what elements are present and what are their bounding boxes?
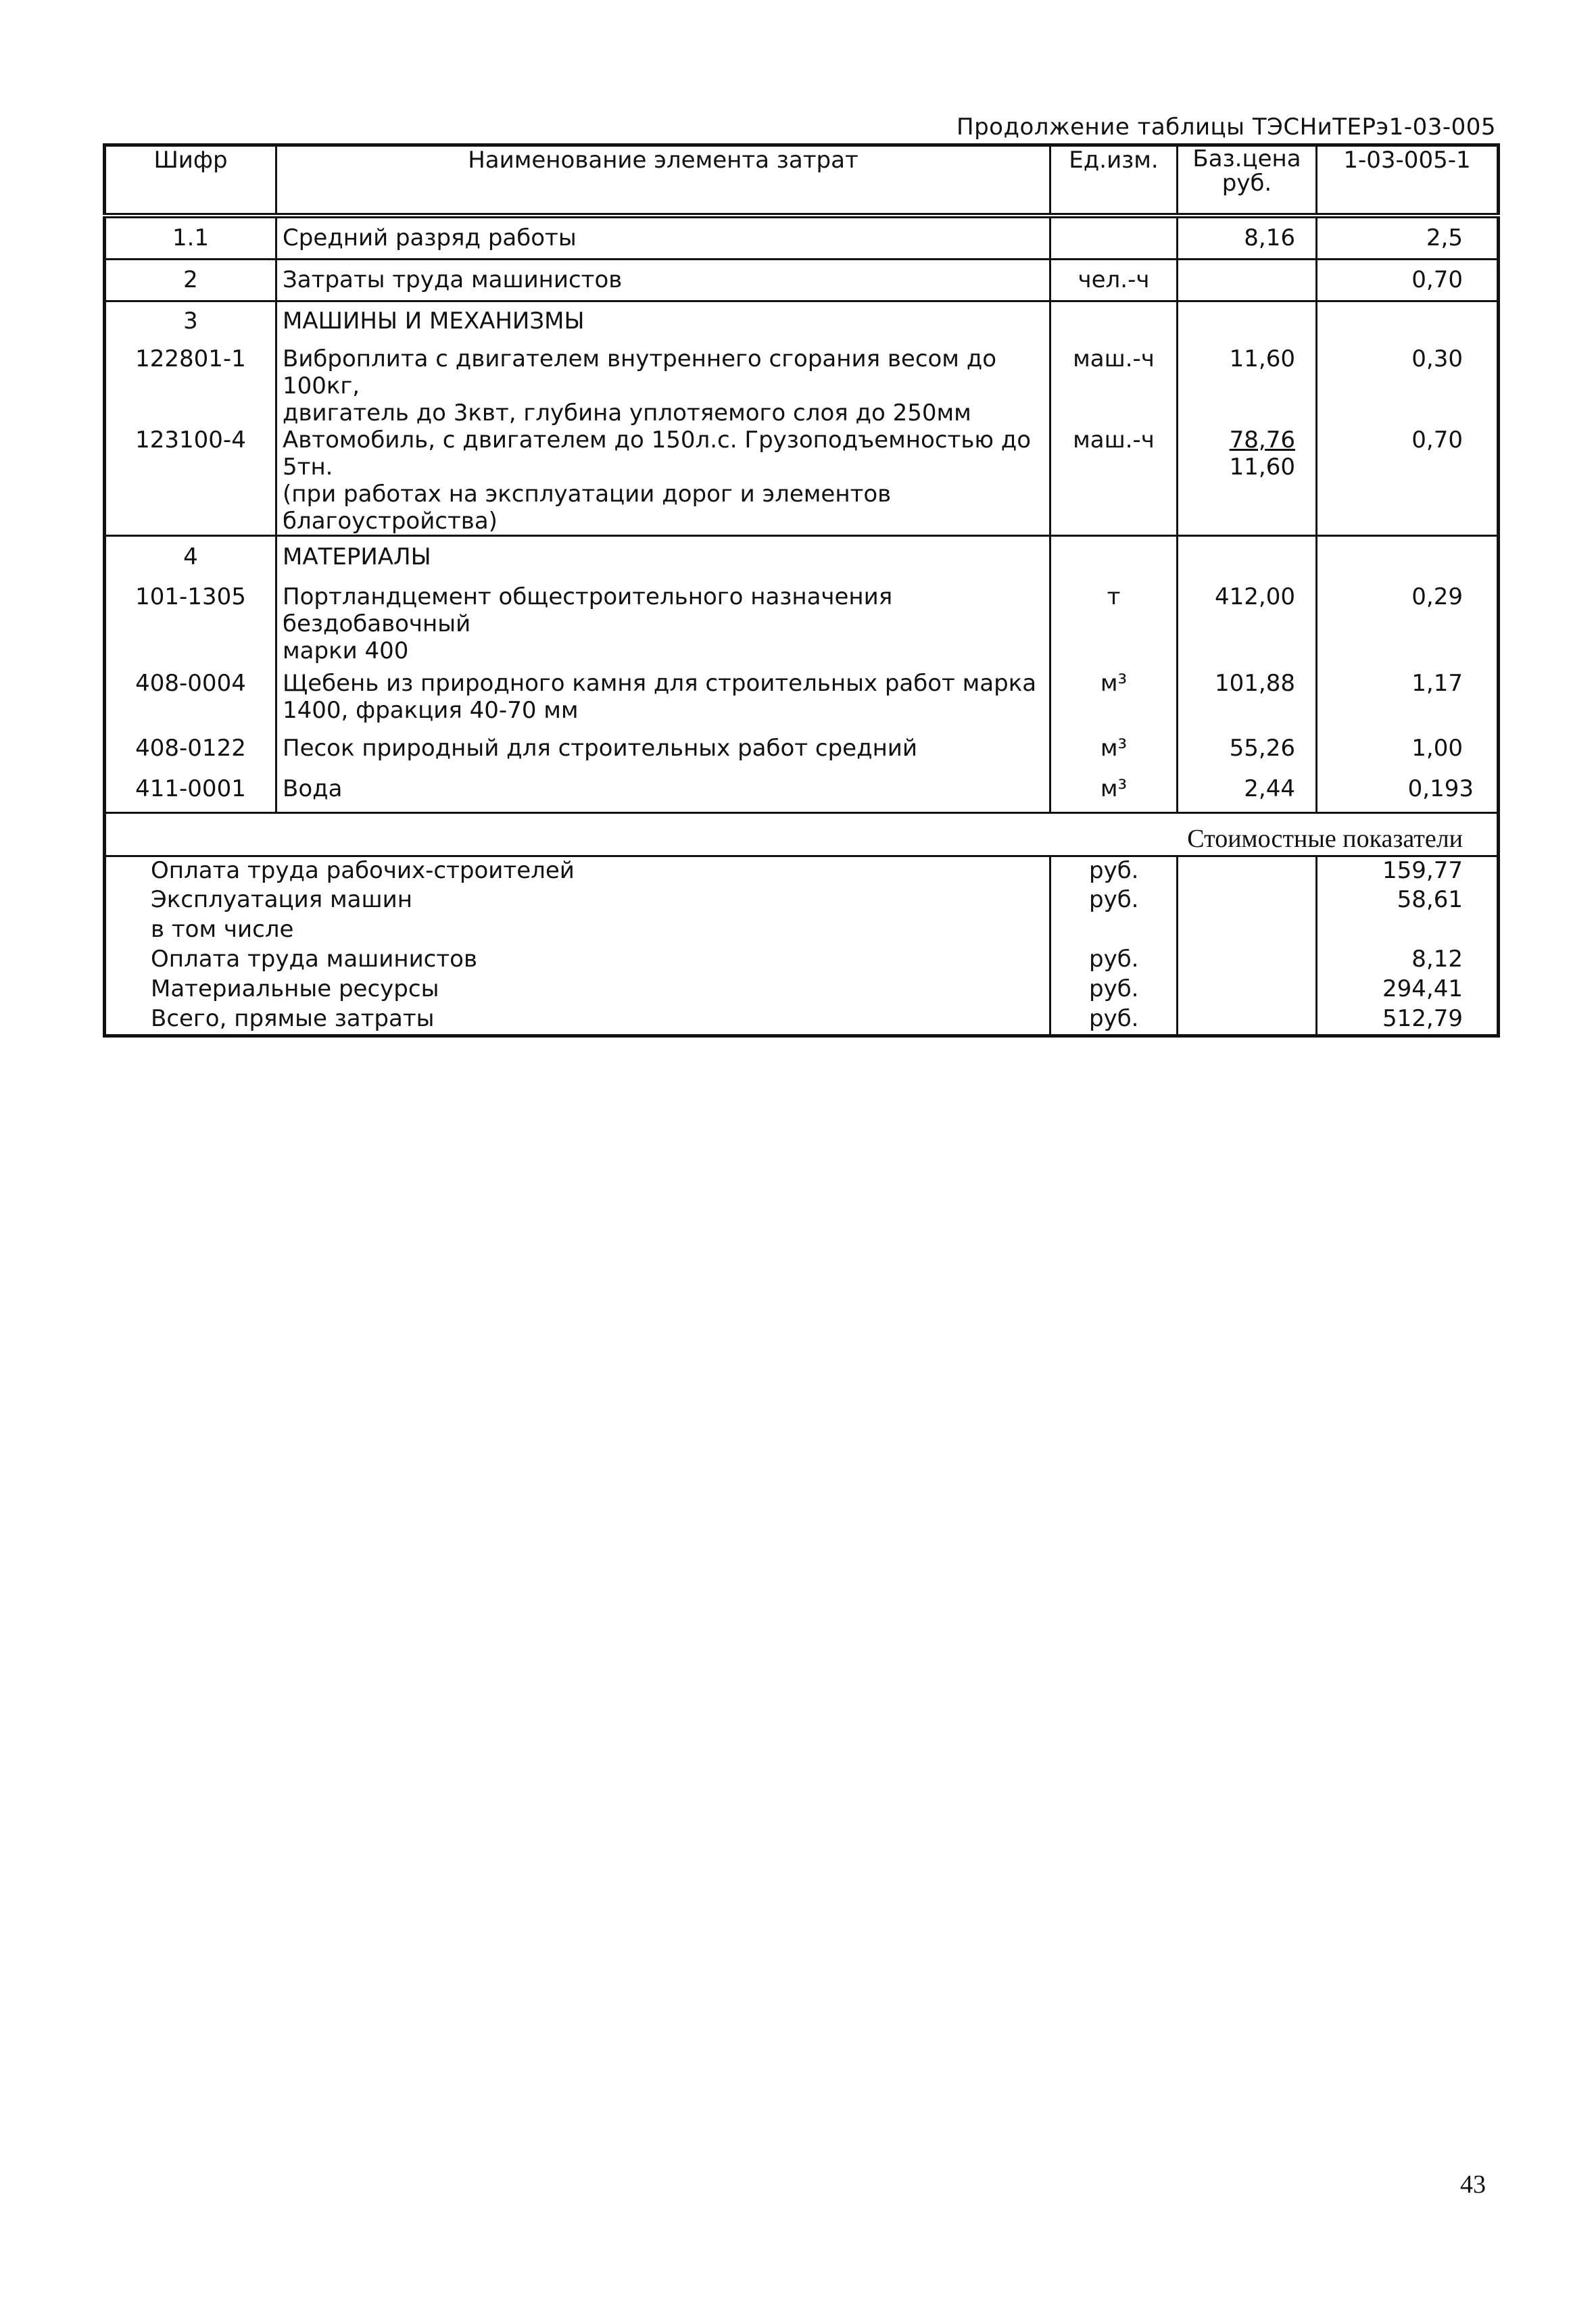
cost-row [105, 975, 1499, 1005]
cost-unit: руб. [1050, 856, 1178, 886]
row-price: 8,16 [1178, 216, 1317, 259]
row-name [276, 664, 1050, 731]
cost-header-row [105, 813, 1499, 856]
row-name-line: Виброплита с двигателем внутреннего сгорания весом до 100кг, [283, 345, 997, 399]
row-unit: т [1050, 578, 1178, 664]
header-name: Наименование элемента затрат [276, 145, 1050, 216]
cost-unit: руб. [1050, 975, 1178, 1005]
cost-value: 8,12 [1317, 946, 1499, 975]
table-caption: Продолжение таблицы ТЭСНиТЕРэ1-03-005 [957, 114, 1496, 141]
row-value: 0,29 [1317, 578, 1499, 664]
row-unit: чел.-ч [1050, 259, 1178, 301]
row-code: 408-0122 [105, 731, 276, 771]
header-unit: Ед.изм. [1050, 145, 1178, 216]
cost-value [1317, 916, 1499, 946]
section-title: МАШИНЫ И МЕХАНИЗМЫ [276, 301, 1050, 339]
cost-header: Стоимостные показатели [105, 813, 1499, 856]
section-row [105, 301, 1499, 339]
row-code: 1.1 [105, 216, 276, 259]
cost-value: 512,79 [1317, 1005, 1499, 1036]
row-value: 2,5 [1317, 216, 1499, 259]
cost-row [105, 886, 1499, 916]
row-code: 411-0001 [105, 771, 276, 813]
section-code: 4 [105, 536, 276, 578]
row-unit [1050, 216, 1178, 259]
row-value: 0,193 [1317, 771, 1499, 813]
row-name-line: Щебень из природного камня для строительных работ марка [283, 669, 1037, 697]
row-price: 412,00 [1178, 578, 1317, 664]
row-name [276, 578, 1050, 664]
row-name [276, 427, 1050, 536]
row-unit: м³ [1050, 731, 1178, 771]
table-row [105, 771, 1499, 813]
row-price: 2,44 [1178, 771, 1317, 813]
cost-row [105, 946, 1499, 975]
table-row [105, 339, 1499, 427]
table-row [105, 259, 1499, 301]
row-name-line: (при работах на эксплуатации дорог и элементов [283, 481, 892, 508]
row-unit: маш.-ч [1050, 339, 1178, 427]
row-unit: м³ [1050, 771, 1178, 813]
table-row [105, 427, 1499, 536]
section-title: МАТЕРИАЛЫ [276, 536, 1050, 578]
row-unit: маш.-ч [1050, 427, 1178, 536]
table-row [105, 664, 1499, 731]
row-value: 1,00 [1317, 731, 1499, 771]
page-number: 43 [1460, 2170, 1486, 2199]
row-name: Песок природный для строительных работ средний [276, 731, 1050, 771]
row-name-line: Автомобиль, с двигателем до 150л.с. Грузоподъемностью до 5тн. [283, 427, 1032, 481]
row-value: 0,70 [1317, 427, 1499, 536]
row-value: 0,30 [1317, 339, 1499, 427]
header-code: Шифр [105, 145, 276, 216]
row-name-line: благоустройства) [283, 508, 498, 535]
cost-row [105, 916, 1499, 946]
row-name [276, 339, 1050, 427]
cost-label: Всего, прямые затраты [105, 1005, 1050, 1036]
row-unit: м³ [1050, 664, 1178, 731]
table-row [105, 578, 1499, 664]
cost-label: Материальные ресурсы [105, 975, 1050, 1005]
row-name-line: марки 400 [283, 637, 409, 664]
row-price: 55,26 [1178, 731, 1317, 771]
row-value: 0,70 [1317, 259, 1499, 301]
cost-label: Оплата труда рабочих-строителей [105, 856, 1050, 886]
cost-row [105, 1005, 1499, 1036]
row-price [1178, 259, 1317, 301]
row-name-line: Портландцемент общестроительного назначения бездобавочный [283, 583, 893, 637]
header-price [1178, 145, 1317, 216]
cost-unit: руб. [1050, 1005, 1178, 1036]
header-price-line1: Баз.цена [1192, 145, 1301, 172]
row-name: Вода [276, 771, 1050, 813]
row-code: 408-0004 [105, 664, 276, 731]
cost-row [105, 856, 1499, 886]
row-code: 123100-4 [105, 427, 276, 536]
cost-value: 159,77 [1317, 856, 1499, 886]
row-price: 11,60 [1178, 339, 1317, 427]
table-row [105, 731, 1499, 771]
header-norm: 1-03-005-1 [1317, 145, 1499, 216]
cost-label: Эксплуатация машин [105, 886, 1050, 916]
row-code: 2 [105, 259, 276, 301]
row-price-line: 78,76 [1229, 427, 1295, 454]
row-name-line: двигатель до 3квт, глубина уплотяемого слоя до 250мм [283, 399, 971, 427]
cost-unit [1050, 916, 1178, 946]
header-price-line2: руб. [1222, 170, 1272, 197]
cost-table [103, 143, 1500, 1038]
table-row [105, 216, 1499, 259]
cost-label: в том числе [105, 916, 1050, 946]
table-header-row [105, 145, 1499, 216]
cost-unit: руб. [1050, 946, 1178, 975]
row-code: 101-1305 [105, 578, 276, 664]
cost-value: 294,41 [1317, 975, 1499, 1005]
row-name: Затраты труда машинистов [276, 259, 1050, 301]
row-code: 122801-1 [105, 339, 276, 427]
cost-value: 58,61 [1317, 886, 1499, 916]
row-price: 101,88 [1178, 664, 1317, 731]
section-code: 3 [105, 301, 276, 339]
row-name-line: 1400, фракция 40-70 мм [283, 696, 579, 724]
section-row [105, 536, 1499, 578]
cost-unit: руб. [1050, 886, 1178, 916]
row-price [1178, 427, 1317, 536]
row-name: Средний разряд работы [276, 216, 1050, 259]
row-price-line: 11,60 [1229, 454, 1295, 481]
row-value: 1,17 [1317, 664, 1499, 731]
cost-label: Оплата труда машинистов [105, 946, 1050, 975]
